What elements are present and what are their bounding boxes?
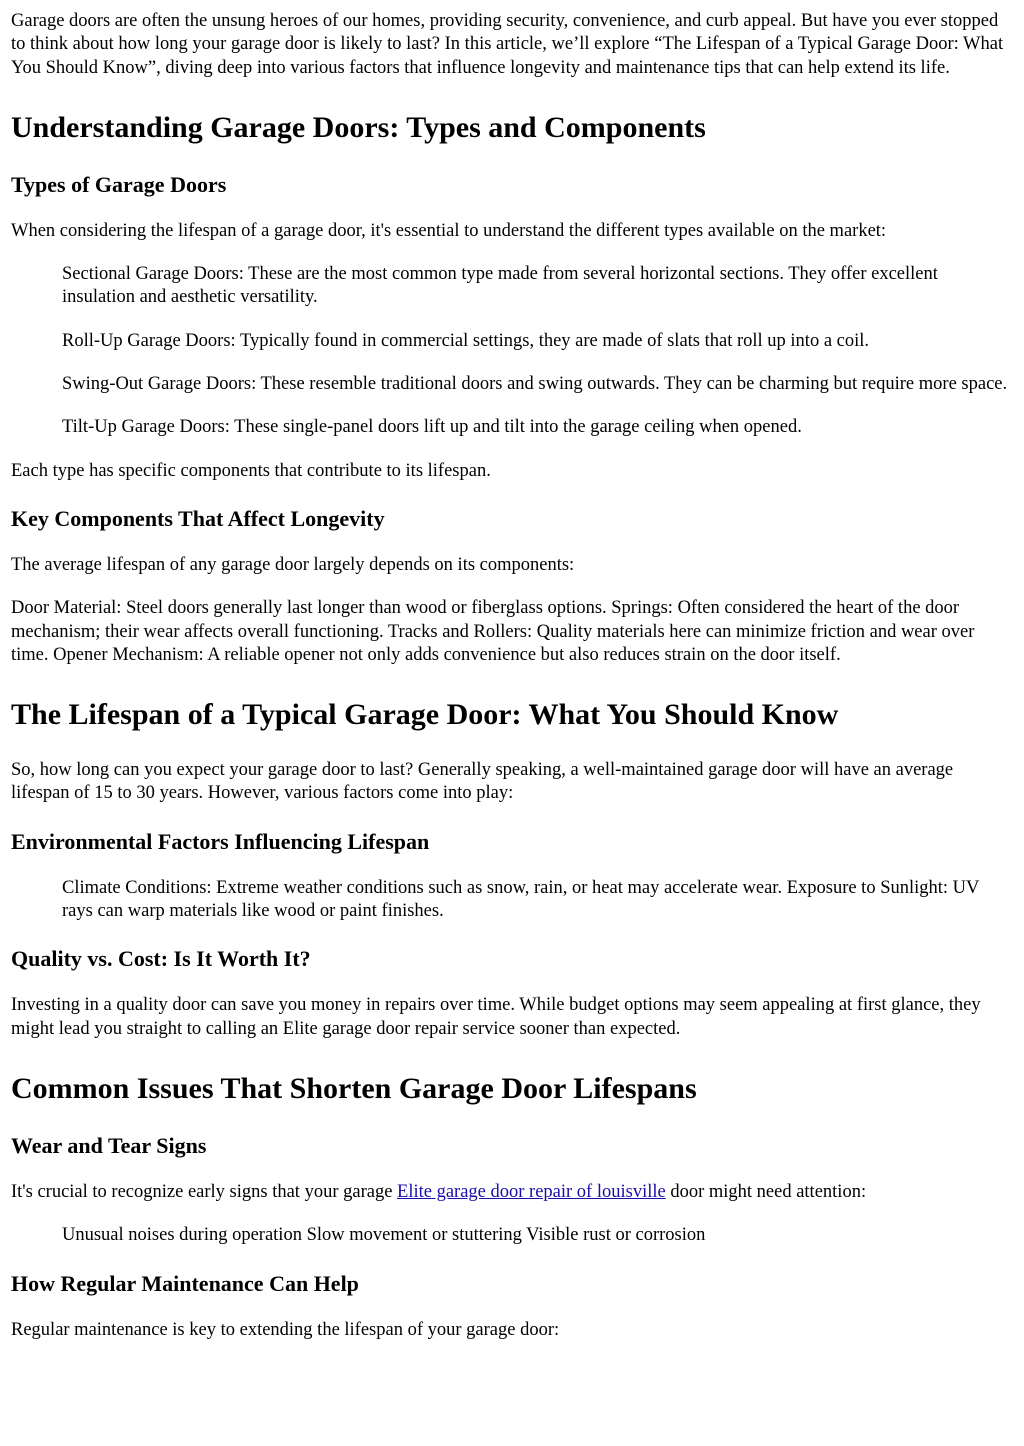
subheading-maintenance: How Regular Maintenance Can Help bbox=[11, 1270, 359, 1296]
quality-body-paragraph: Investing in a quality door can save you money in repairs over time. While budget options may seem appealing at first glance, they might lead you straight to calling an Elite garage door repair service sooner than expected. bbox=[11, 995, 981, 1039]
intro-paragraph: Garage doors are often the unsung heroes of our homes, providing security, convenience, and curb appeal. But have you ever stopped to think about how long your garage door is likely to last? In this article, we’ll explore “The Lifespan of a Typical Garage Door: What You Should Know”, diving deep into various factors that influence longevity and maintenance tips that can help extend its life. bbox=[11, 11, 1004, 78]
elite-repair-link[interactable]: Elite garage door repair of louisville bbox=[397, 1181, 666, 1202]
lifespan-lead-paragraph: So, how long can you expect your garage door to last? Generally speaking, a well-maintained garage door will have an average lifespan of 15 to 30 years. However, various factors come into play: bbox=[11, 760, 954, 804]
wear-lead-paragraph bbox=[11, 1181, 1013, 1204]
subheading-components: Key Components That Affect Longevity bbox=[11, 505, 385, 531]
types-closing-paragraph: Each type has specific components that contribute to its lifespan. bbox=[11, 460, 491, 481]
types-list-item: Roll-Up Garage Doors: Typically found in commercial settings, they are made of slats that roll up into a coil. bbox=[62, 330, 870, 351]
types-list-item: Tilt-Up Garage Doors: These single-panel doors lift up and tilt into the garage ceiling when opened. bbox=[62, 417, 802, 438]
section-heading-common-issues: Common Issues That Shorten Garage Door Lifespans bbox=[11, 1071, 697, 1105]
maintenance-lead-paragraph: Regular maintenance is key to extending the lifespan of your garage door: bbox=[11, 1319, 560, 1340]
components-body-paragraph: Door Material: Steel doors generally last longer than wood or fiberglass options. Springs: Often considered the heart of the door mechanism; their wear affects overall functioning. Tracks and Rollers: Quality materials here can minimize friction and wear over time. Opener Mechanism: A reliable opener not only adds convenience but also reduces strain on the door itself. bbox=[11, 598, 975, 665]
types-list-item: Swing-Out Garage Doors: These resemble traditional doors and swing outwards. They can be charming but require more space. bbox=[62, 374, 1008, 395]
subheading-quality: Quality vs. Cost: Is It Worth It? bbox=[11, 946, 311, 972]
types-list bbox=[62, 263, 1013, 439]
environmental-list-item: Climate Conditions: Extreme weather conditions such as snow, rain, or heat may accelerate wear. Exposure to Sunlight: UV rays can warp materials like wood or paint finishes. bbox=[62, 877, 980, 922]
section-heading-understanding: Understanding Garage Doors: Types and Components bbox=[11, 110, 706, 144]
wear-list-item: Unusual noises during operation Slow movement or stuttering Visible rust or corrosion bbox=[62, 1225, 706, 1246]
wear-lead-after: door might need attention: bbox=[665, 1181, 867, 1202]
types-list-item: Sectional Garage Doors: These are the most common type made from several horizontal sections. They offer excellent insulation and aesthetic versatility. bbox=[62, 264, 938, 308]
wear-lead-before: It's crucial to recognize early signs that your garage bbox=[11, 1181, 398, 1202]
components-lead-paragraph: The average lifespan of any garage door largely depends on its components: bbox=[11, 554, 575, 575]
wear-list bbox=[62, 1224, 1013, 1247]
subheading-types: Types of Garage Doors bbox=[11, 171, 227, 197]
subheading-wear: Wear and Tear Signs bbox=[11, 1132, 207, 1158]
subheading-environmental: Environmental Factors Influencing Lifespan bbox=[11, 828, 430, 854]
section-heading-lifespan: The Lifespan of a Typical Garage Door: What You Should Know bbox=[11, 698, 839, 732]
environmental-list bbox=[62, 877, 1013, 924]
types-lead-paragraph: When considering the lifespan of a garage door, it's essential to understand the different types available on the market: bbox=[11, 220, 887, 241]
